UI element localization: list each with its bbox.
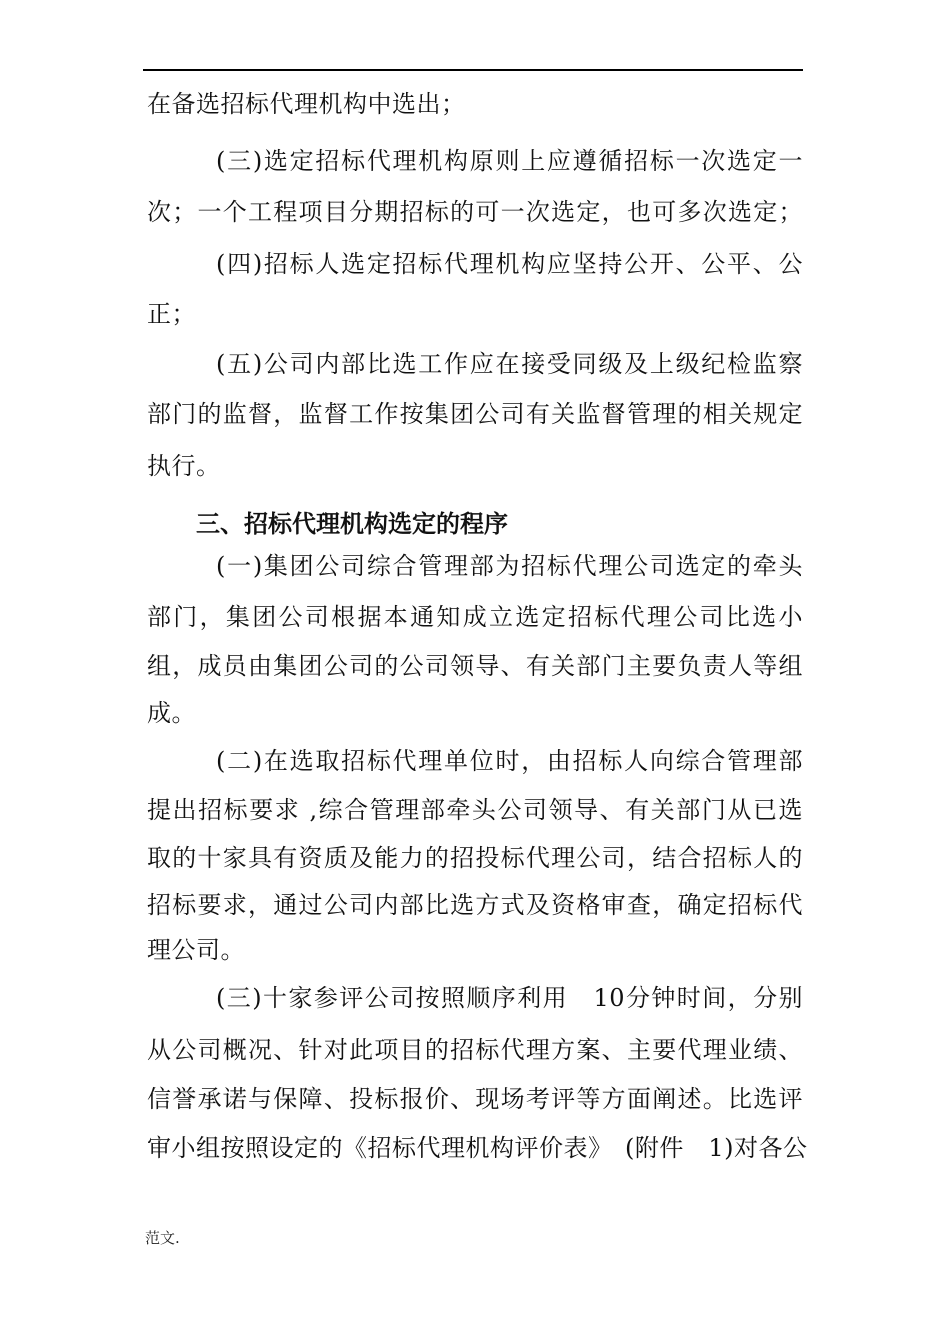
text-line: 招标要求，通过公司内部比选方式及资格审查，确定招标代 bbox=[147, 891, 803, 919]
page-footer: 范文. bbox=[145, 1229, 180, 1247]
paragraph-start-line: (二)在选取招标代理单位时，由招标人向综合管理部 bbox=[216, 747, 803, 775]
text-line: 信誉承诺与保障、投标报价、现场考评等方面阐述。比选评 bbox=[147, 1085, 803, 1113]
text-line: 从公司概况、针对此项目的招标代理方案、主要代理业绩、 bbox=[147, 1036, 803, 1064]
text-line: 取的十家具有资质及能力的招投标代理公司，结合招标人的 bbox=[147, 844, 803, 872]
paragraph-start-line: (三)选定招标代理机构原则上应遵循招标一次选定一 bbox=[216, 147, 803, 175]
text-line: 审小组按照设定的《招标代理机构评价表》 (附件 1)对各公 bbox=[147, 1134, 808, 1162]
paragraph-start-line: (四)招标人选定招标代理机构应坚持公开、公平、公 bbox=[216, 250, 803, 278]
paragraph-start-line: (一)集团公司综合管理部为招标代理公司选定的牵头 bbox=[216, 552, 803, 580]
text-line: 成。 bbox=[147, 699, 196, 727]
text-line: 部门的监督，监督工作按集团公司有关监督管理的相关规定 bbox=[147, 400, 803, 428]
text-line: 提出招标要求 ,综合管理部牵头公司领导、有关部门从已选 bbox=[147, 796, 803, 824]
text-line: 在备选招标代理机构中选出； bbox=[147, 90, 466, 118]
text-line: 正； bbox=[147, 300, 196, 328]
header-rule bbox=[143, 69, 803, 71]
paragraph-start-line: (三)十家参评公司按照顺序利用 10分钟时间，分别 bbox=[216, 984, 803, 1012]
text-line: 执行。 bbox=[147, 452, 221, 480]
text-line: 组，成员由集团公司的公司领导、有关部门主要负责人等组 bbox=[147, 652, 803, 680]
paragraph-start-line: (五)公司内部比选工作应在接受同级及上级纪检监察 bbox=[216, 350, 803, 378]
section-heading: 三、招标代理机构选定的程序 bbox=[196, 510, 508, 538]
text-line: 次；一个工程项目分期招标的可一次选定，也可多次选定； bbox=[147, 198, 803, 226]
text-line: 部门，集团公司根据本通知成立选定招标代理公司比选小 bbox=[147, 603, 803, 631]
text-line: 理公司。 bbox=[147, 936, 245, 964]
